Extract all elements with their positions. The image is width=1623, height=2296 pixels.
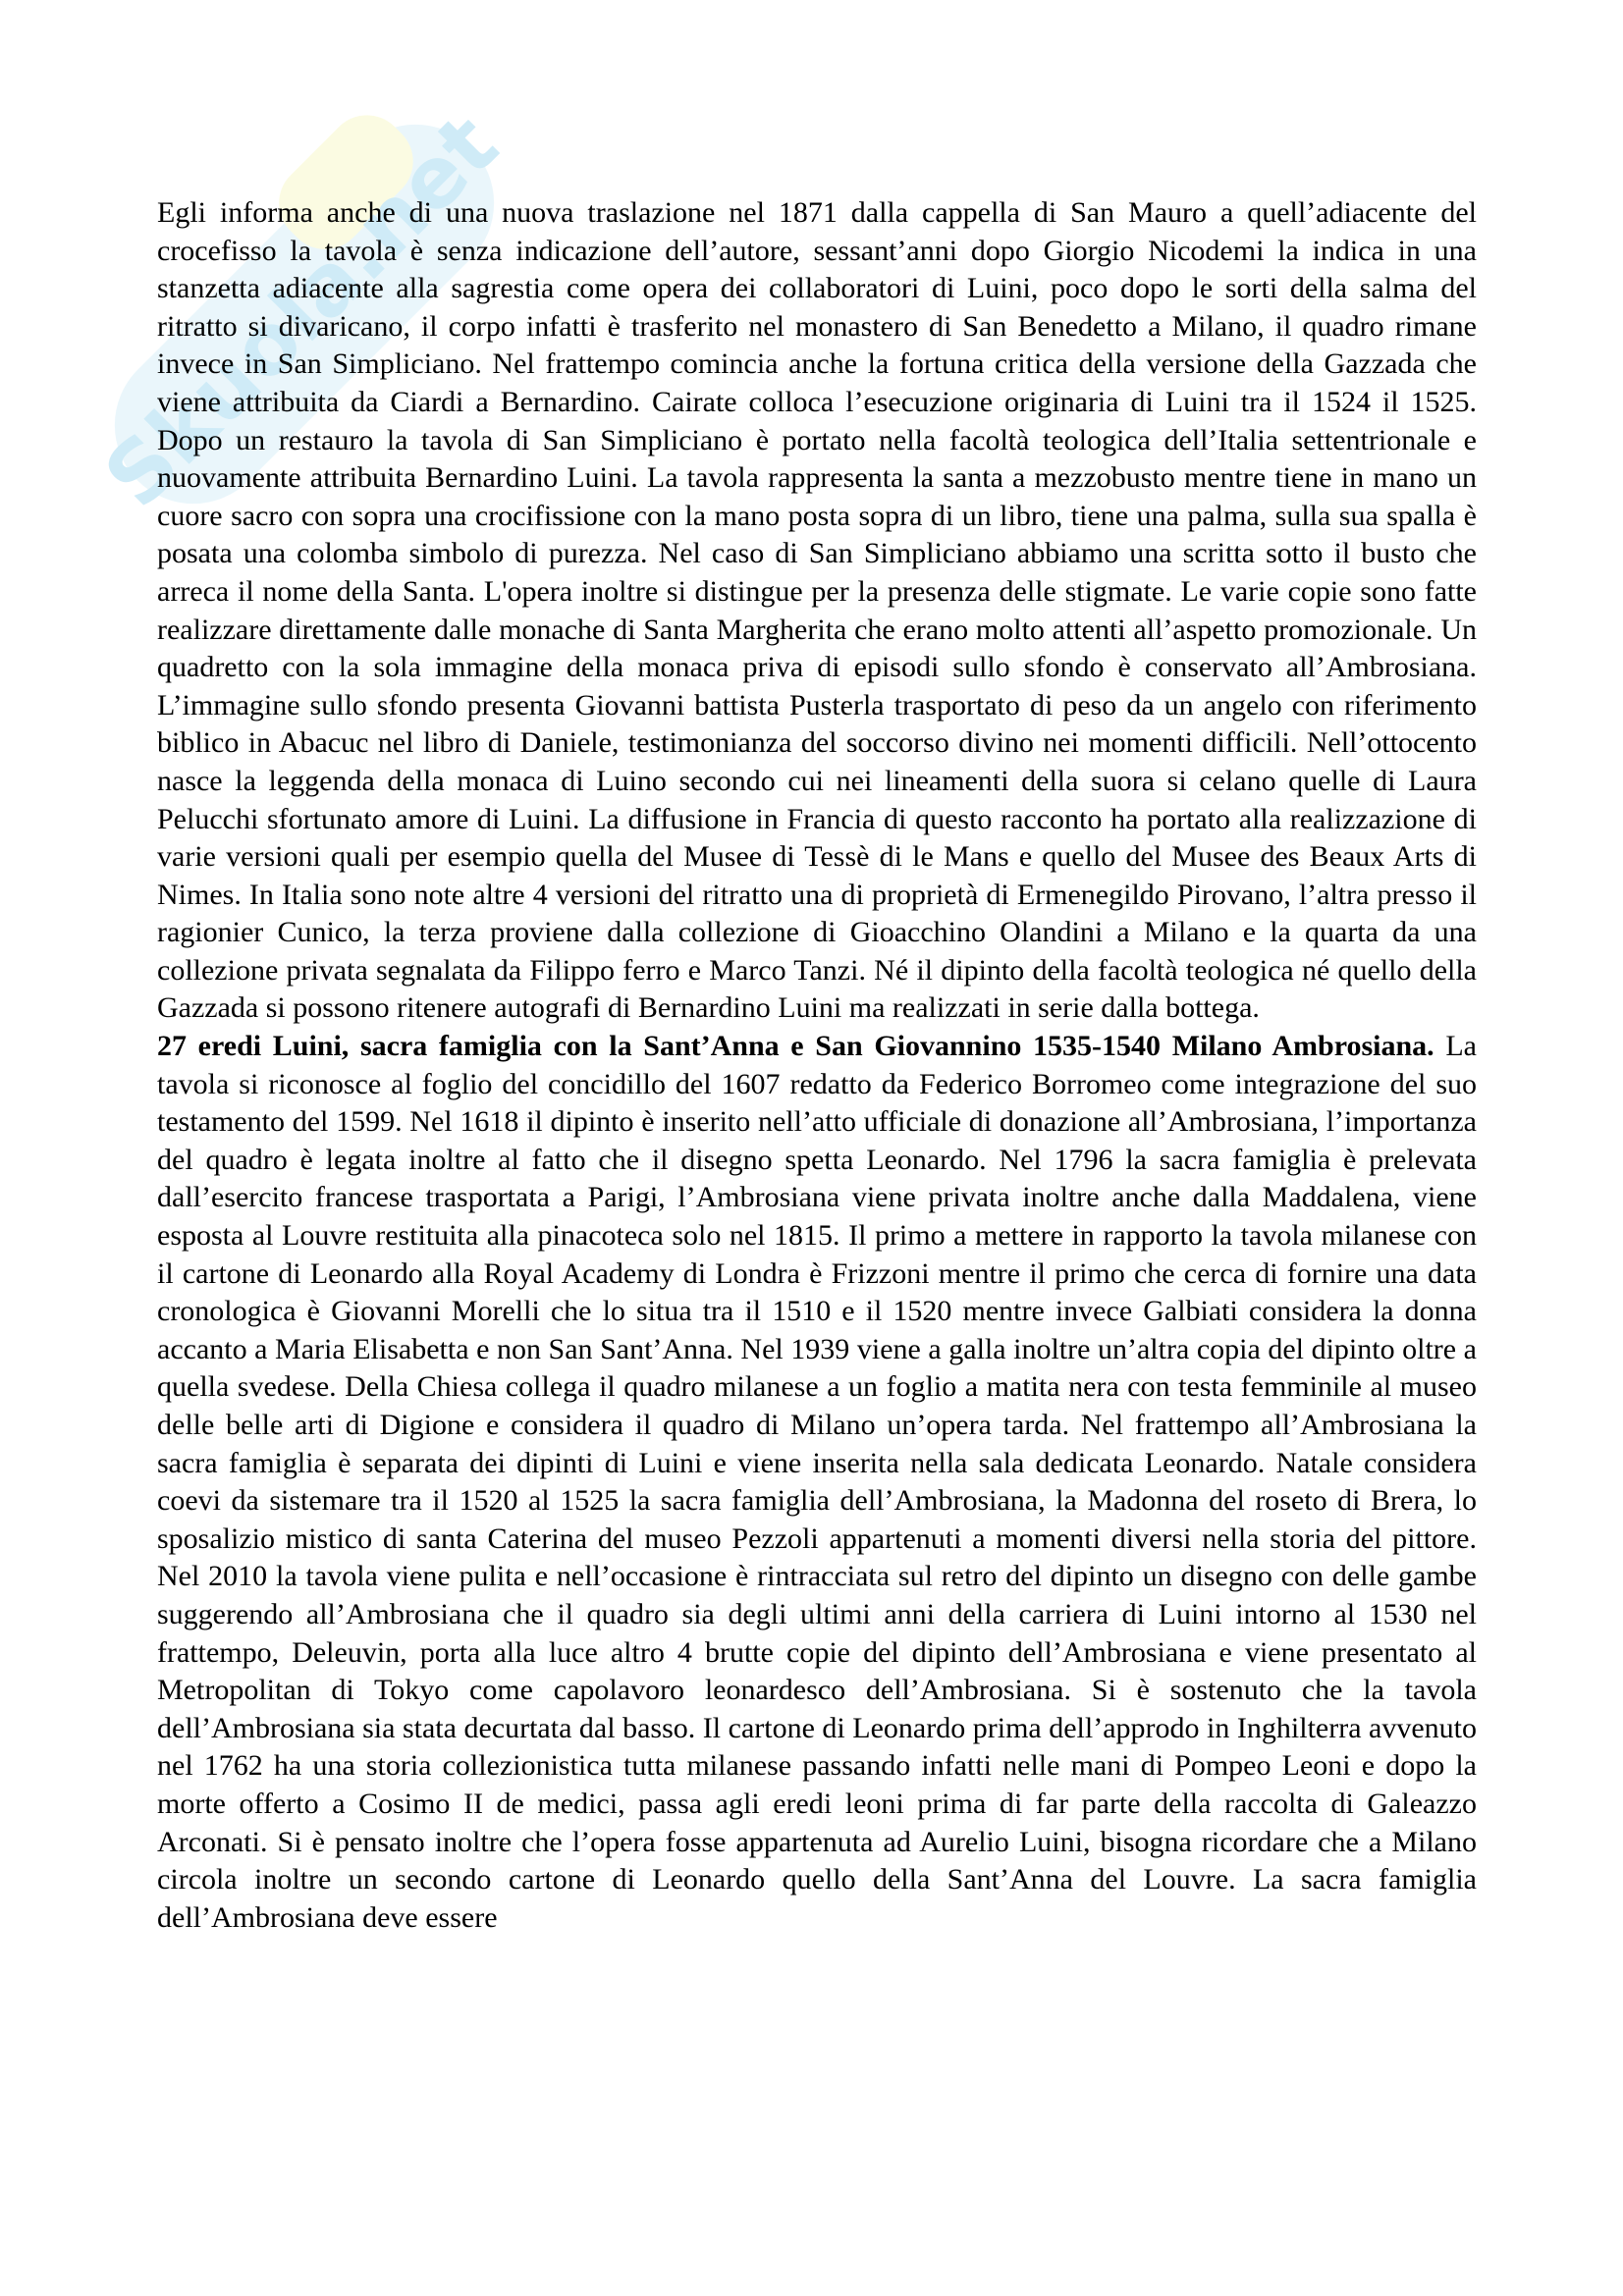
paragraph-text: La tavola si riconosce al foglio del concidillo del 1607 redatto da Federico Borromeo come integrazione del suo testamento del 1599. Nel 1618 il dipinto è inserito nell’atto ufficiale di donazione all’Ambrosiana, l’importanza del quadro è legata inoltre al fatto che il disegno spetta Leonardo. Nel 1796 la sacra famiglia è prelevata dall’esercito francese trasportata a Parigi, l’Ambrosiana viene privata inoltre anche dalla Maddalena, viene esposta al Louvre restituita alla pinacoteca solo nel 1815. Il primo a mettere in rapporto la tavola milanese con il cartone di Leonardo alla Royal Academy di Londra è Frizzoni mentre il primo che cerca di fornire una data cronologica è Giovanni Morelli che lo situa tra il 1510 e il 1520 mentre invece Galbiati considera la donna accanto a Maria Elisabetta e non San Sant’Anna. Nel 1939 viene a galla inoltre un’altra copia del dipinto oltre a quella svedese. Della Chiesa collega il quadro milanese a un foglio a matita nera con testa femminile al museo delle belle arti di Digione e considera il quadro di Milano un’opera tarda. Nel frattempo all’Ambrosiana la sacra famiglia è separata dei dipinti di Luini e viene inserita nella sala dedicata Leonardo. Natale considera coevi da sistemare tra il 1520 al 1525 la sacra famiglia dell’Ambrosiana, la Madonna del roseto di Brera, lo sposalizio mistico di santa Caterina del museo Pezzoli appartenuti a momenti diversi nella storia del pittore. Nel 2010 la tavola viene pulita e nell’occasione è rintracciata sul retro del dipinto un disegno con delle gambe suggerendo all’Ambrosiana che il quadro sia degli ultimi anni della carriera di Luini intorno al 1530 nel frattempo, Deleuvin, porta alla luce altro 4 brutte copie del dipinto dell’Ambrosiana e viene presentato al Metropolitan di Tokyo come capolavoro leonardesco dell’Ambrosiana. Si è sostenuto che la tavola dell’Ambrosiana sia stata decurtata dal basso. Il cartone di Leonardo prima dell’approdo in Inghilterra avvenuto nel 1762 ha una storia collezionistica tutta milanese passando infatti nelle mani di Pompeo Leoni e dopo la morte offerto a Cosimo II de medici, passa agli eredi leoni prima di far parte della raccolta di Galeazzo Arconati. Si è pensato inoltre che l’opera fosse appartenuta ad Aurelio Luini, bisogna ricordare che a Milano circola inoltre un secondo cartone di Leonardo quello della Sant’Anna del Louvre. La sacra famiglia dell’Ambrosiana deve essere <box>157 1030 1477 1934</box>
paragraph-text: Egli informa anche di una nuova traslazione nel 1871 dalla cappella di San Mauro a quell’adiacente del crocefisso la tavola è senza indicazione dell’autore, sessant’anni dopo Giorgio Nicodemi la indica in una stanzetta adiacente alla sagrestia come opera dei collaboratori di Luini, poco dopo le sorti della salma del ritratto si divaricano, il corpo infatti è trasferito nel monastero di San Benedetto a Milano, il quadro rimane invece in San Simpliciano. Nel frattempo comincia anche la fortuna critica della versione della Gazzada che viene attribuita da Ciardi a Bernardino. Cairate colloca l’esecuzione originaria di Luini tra il 1524 il 1525. Dopo un restauro la tavola di San Simpliciano è portato nella facoltà teologica dell’Italia settentrionale e nuovamente attribuita Bernardino Luini. La tavola rappresenta la santa a mezzobusto mentre tiene in mano un cuore sacro con sopra una crocifissione con la mano posta sopra di un libro, tiene una palma, sulla sua spalla è posata una colomba simbolo di purezza. Nel caso di San Simpliciano abbiamo una scritta sotto il busto che arreca il nome della Santa. L'opera inoltre si distingue per la presenza delle stigmate. Le varie copie sono fatte realizzare direttamente dalle monache di Santa Margherita che erano molto attenti all’aspetto promozionale. Un quadretto con la sola immagine della monaca priva di episodi sullo sfondo è conservato all’Ambrosiana. L’immagine sullo sfondo presenta Giovanni battista Pusterla trasportato di peso da un angelo con riferimento biblico in Abacuc nel libro di Daniele, testimonianza del soccorso divino nei momenti difficili. Nell’ottocento nasce la leggenda della monaca di Luino secondo cui nei lineamenti della suora si celano quelle di Laura Pelucchi sfortunato amore di Luini. La diffusione in Francia di questo racconto ha portato alla realizzazione di varie versioni quali per esempio quella del Musee di Tessè di le Mans e quello del Musee des Beaux Arts di Nimes. In Italia sono note altre 4 versioni del ritratto una di proprietà di Ermenegildo Pirovano, l’altra presso il ragionier Cunico, la terza proviene dalla collezione di Gioacchino Olandini a Milano e la quarta da una collezione privata segnalata da Filippo ferro e Marco Tanzi. Né il dipinto della facoltà teologica né quello della Gazzada si possono ritenere autografi di Bernardino Luini ma realizzati in serie dalla bottega. <box>157 196 1477 1025</box>
paragraph <box>157 1028 1477 1937</box>
document-body <box>157 194 1477 1937</box>
paragraph <box>157 194 1477 1028</box>
watermark-text: Skuola.net <box>85 95 517 527</box>
section-heading: 27 eredi Luini, sacra famiglia con la Sant’Anna e San Giovannino 1535-1540 Milano Ambrosiana. <box>157 1030 1434 1063</box>
